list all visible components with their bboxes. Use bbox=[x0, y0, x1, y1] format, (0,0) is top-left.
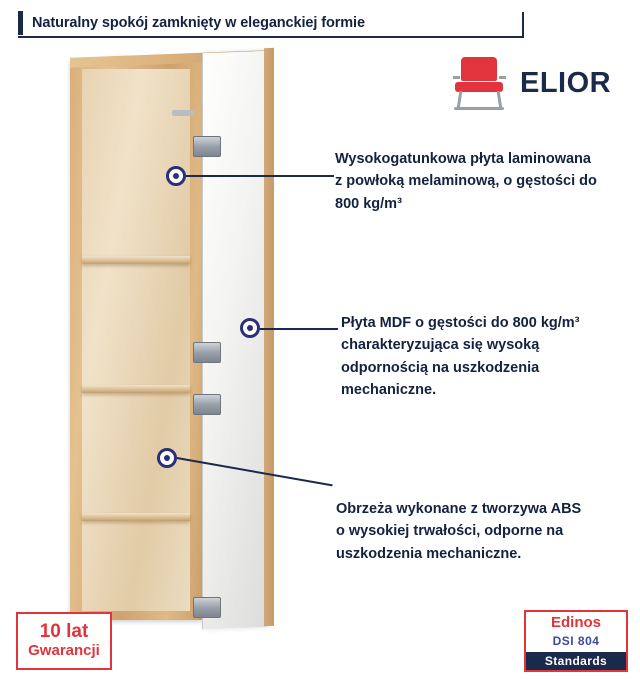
callout-marker-abs-edges bbox=[157, 448, 177, 468]
certificate-standards-label: Standards bbox=[526, 652, 626, 670]
callout-leader-line bbox=[260, 328, 338, 330]
callout-text-laminate: Wysokogatunkowa płyta laminowana z powłoką melaminową, o gęstości do 800 kg/m³ bbox=[335, 151, 597, 212]
cabinet-hinge bbox=[193, 136, 221, 157]
cabinet-interior bbox=[82, 69, 190, 611]
cabinet-handle bbox=[172, 110, 194, 116]
red-chair-icon bbox=[450, 54, 510, 112]
header-accent-bar bbox=[18, 11, 23, 35]
cabinet-carcass bbox=[70, 60, 202, 620]
cabinet-hinge bbox=[193, 394, 221, 415]
callout-marker-mdf bbox=[240, 318, 260, 338]
header bbox=[18, 10, 524, 36]
certificate-badge bbox=[524, 610, 628, 672]
callout-leader-line bbox=[186, 175, 334, 177]
brand-logo bbox=[450, 52, 625, 114]
brand-name: ELIOR bbox=[520, 66, 612, 99]
certificate-name: Edinos bbox=[550, 614, 601, 631]
cabinet-shelf bbox=[82, 513, 190, 521]
header-divider bbox=[18, 36, 524, 38]
warranty-years: 10 lat bbox=[39, 621, 89, 643]
warranty-badge bbox=[16, 612, 112, 670]
warranty-label: Gwarancji bbox=[28, 641, 100, 659]
cabinet-shelf bbox=[82, 385, 190, 393]
cabinet-hinge bbox=[193, 597, 221, 618]
certificate-code: DSI 804 bbox=[552, 633, 600, 648]
cabinet-door-edge bbox=[264, 48, 274, 626]
page-title: Naturalny spokój zamknięty w eleganckiej formie bbox=[32, 15, 365, 31]
callout-text-mdf: Płyta MDF o gęstości do 800 kg/m³ charakteryzująca się wysoką odpornością na uszkodzenia mechaniczne. bbox=[341, 315, 580, 399]
cabinet-hinge bbox=[193, 342, 221, 363]
callout-text-abs-edges: Obrzeża wykonane z tworzywa ABS o wysokiej trwałości, odporne na uszkodzenia mechaniczne. bbox=[336, 501, 582, 562]
cabinet-shelf bbox=[82, 256, 190, 264]
callout-marker-laminate bbox=[166, 166, 186, 186]
header-divider-right-tick bbox=[522, 12, 524, 38]
product-image bbox=[52, 52, 292, 632]
